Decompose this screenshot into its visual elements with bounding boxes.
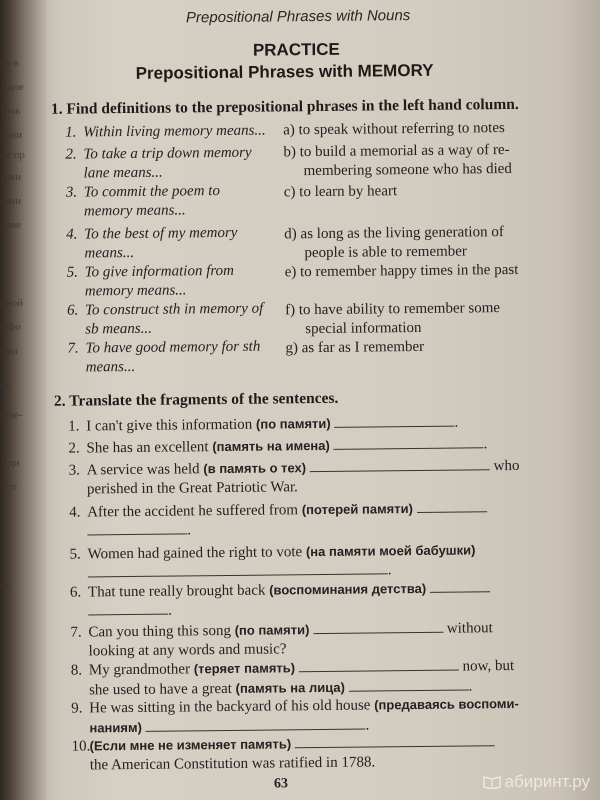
russian-prompt-cont: наниям) (89, 719, 142, 736)
russian-prompt: (предаваясь воспоми- (374, 695, 519, 713)
page-number: 63 (273, 776, 289, 792)
margin-fragment: ome- (0, 409, 23, 421)
russian-prompt: (Если мне не изменяет память) (89, 736, 292, 754)
sentence-end: . (454, 414, 459, 431)
page-title: PRACTICE (252, 39, 340, 60)
russian-prompt: (по памяти) (234, 622, 310, 638)
definition-item (283, 119, 505, 140)
sentence-text: without (446, 620, 493, 637)
sentence-end: . (187, 522, 192, 539)
exercise-2-heading: 2. Translate the fragments of the sentences. (53, 389, 339, 410)
margin-fragment: лове (0, 219, 22, 231)
phrase-text: To construct sth in memory of (84, 300, 264, 319)
sentence-text: A service was held (86, 461, 200, 479)
sentence-item (69, 456, 520, 500)
definition-text-cont: people is able to remember (304, 243, 467, 262)
margin-fragment: не пр (0, 149, 25, 161)
definition-letter: e) (284, 264, 297, 281)
watermark-text: абиринт.ру (504, 772, 590, 791)
answer-blank (146, 717, 366, 732)
definition-text: as far as I remember (301, 338, 425, 357)
definition-item (285, 338, 424, 358)
russian-prompt: (память на лица) (235, 679, 345, 696)
sentence-text: After the accident he suffered from (87, 502, 299, 521)
phrase-text: To have good memory for sth (85, 338, 261, 357)
russian-prompt: (в память о тех) (203, 460, 307, 477)
watermark (483, 772, 590, 792)
phrase-item (66, 224, 238, 264)
definition-letter: a) (283, 122, 295, 139)
margin-fragment: иной (0, 297, 24, 309)
russian-prompt: (по памяти) (255, 415, 331, 432)
item-number: 1. (68, 418, 80, 435)
phrase-text-cont: means... (85, 358, 136, 376)
item-number: 2. (68, 440, 80, 457)
definition-letter: d) (284, 226, 297, 243)
margin-fragment: л ди (0, 457, 20, 469)
item-number: 3. (68, 462, 81, 479)
item-number: 7. (70, 624, 82, 641)
definition-item (285, 299, 500, 339)
answer-blank (88, 602, 168, 616)
phrase-item (65, 122, 266, 143)
phrase-text-cont: lane means... (83, 164, 163, 182)
sentence-text: She has an excellent (86, 439, 209, 457)
answer-blank (333, 435, 483, 450)
definition-item (284, 182, 397, 202)
margin-fragment: ite (0, 579, 11, 591)
answer-blank (299, 658, 459, 673)
definition-letter: f) (284, 302, 296, 319)
definition-item (283, 141, 512, 181)
definition-letter: g) (285, 340, 299, 357)
item-number: 5. (66, 264, 78, 281)
sentence-item (70, 578, 490, 621)
margin-fragment: ждое (0, 81, 24, 93)
item-number: 7. (67, 340, 79, 357)
exercise-1-heading: 1. Find definitions to the prepositional phrases in the left hand column. (50, 95, 519, 118)
phrase-item (67, 262, 235, 302)
russian-prompt: (потерей памяти) (301, 501, 414, 518)
item-number: 2. (65, 146, 77, 163)
phrase-text-cont: sb means... (85, 320, 153, 338)
phrase-item (66, 182, 220, 222)
item-number: 9. (71, 700, 83, 717)
sentence-end: . (365, 717, 370, 734)
book-logo-icon (483, 775, 501, 789)
sentence-item (70, 618, 493, 661)
phrase-text: Within living memory means... (83, 122, 266, 141)
definition-text: as long as the living generation of (300, 224, 504, 243)
phrase-text-cont: memory means... (83, 202, 186, 220)
sentence-text: That tune really brought back (87, 582, 266, 601)
phrase-text: To commit the poem to (83, 183, 220, 201)
item-number: 1. (65, 124, 77, 141)
margin-fragment: ов в (0, 57, 19, 69)
margin-fragment: има (0, 345, 18, 357)
item-number: 4. (66, 226, 78, 243)
sentence-end: . (168, 602, 173, 619)
answer-blank (417, 499, 487, 513)
margin-fragment: гани (0, 195, 22, 207)
book-page (36, 0, 600, 800)
definition-letter: c) (283, 184, 296, 201)
definition-text: to speak without referring to notes (298, 120, 505, 139)
page-subtitle: Prepositional Phrases with MEMORY (135, 60, 434, 83)
sentence-text-cont: the American Constitution was ratified in 1788. (89, 754, 376, 774)
item-number: 8. (70, 662, 83, 679)
phrase-item (67, 338, 260, 378)
item-number: 10. (71, 738, 91, 755)
margin-fragment: точк (0, 105, 21, 117)
definition-text: to learn by heart (299, 183, 398, 201)
sentence-item (70, 540, 476, 583)
item-number: 4. (69, 504, 81, 521)
answer-blank (310, 457, 490, 472)
definition-item (285, 261, 519, 282)
sentence-text: I can't give this information (86, 416, 253, 435)
running-head: Prepositional Phrases with Nouns (185, 7, 411, 27)
russian-prompt: (воспоминания детства) (269, 580, 427, 598)
sentence-item (68, 434, 487, 458)
sentence-text-cont: she used to have a great (88, 680, 232, 699)
item-number: 5. (69, 546, 81, 563)
phrase-text-cont: memory means... (84, 282, 187, 300)
definition-text: to have ability to remember some (298, 300, 501, 319)
answer-blank (87, 521, 187, 535)
answer-blank (88, 561, 388, 577)
item-number: 6. (66, 302, 79, 319)
sentence-text: Can you thing this song (88, 622, 232, 641)
definition-text: to build a memorial as a way of re- (299, 142, 510, 161)
margin-fragment: ие (0, 379, 11, 391)
definition-item (284, 223, 504, 263)
answer-blank (349, 677, 469, 691)
phrase-item (67, 300, 264, 340)
russian-prompt: (память на имена) (212, 437, 330, 455)
phrase-item (65, 144, 252, 184)
margin-fragment: лани (0, 129, 23, 141)
item-number: 3. (65, 184, 78, 201)
sentence-text-cont: looking at any words and music? (88, 641, 287, 660)
sentence-text: My grandmother (88, 661, 191, 679)
answer-blank (313, 620, 443, 634)
phrase-text-cont: means... (84, 244, 135, 262)
sentence-text-cont: perished in the Great Patriotic War. (86, 479, 298, 498)
sentence-text: now, but (462, 657, 515, 675)
answer-blank (295, 733, 495, 748)
margin-fragment: таки (0, 171, 22, 183)
answer-blank (430, 579, 490, 593)
sentence-text: He was sitting in the backyard of his old house (89, 697, 371, 717)
sentence-item (69, 498, 487, 541)
margin-fragment: юфо (0, 321, 21, 333)
sentence-item (72, 732, 496, 775)
definition-letter: b) (283, 144, 296, 161)
answer-blank (334, 414, 454, 428)
phrase-text: To take a trip down memory (83, 144, 252, 163)
item-number: 6. (69, 584, 82, 601)
definition-text: to remember happy times in the past (299, 261, 519, 281)
russian-prompt: (на памяти моей бабушки) (305, 542, 476, 560)
sentence-text: Women had gained the right to vote (87, 544, 303, 563)
phrase-text: To the best of my memory (84, 224, 238, 243)
sentence-text: who (493, 457, 520, 475)
russian-prompt: (теряет память) (193, 660, 296, 677)
sentence-item (68, 413, 458, 437)
phrase-text: To give information from (84, 262, 235, 281)
sentence-end: . (468, 678, 473, 695)
sentence-end: . (387, 562, 392, 579)
margin-fragment: - со (0, 481, 17, 493)
definition-text-cont: special information (305, 319, 422, 338)
definition-text-cont: membering someone who has died (303, 160, 512, 180)
sentence-end: . (483, 436, 488, 453)
